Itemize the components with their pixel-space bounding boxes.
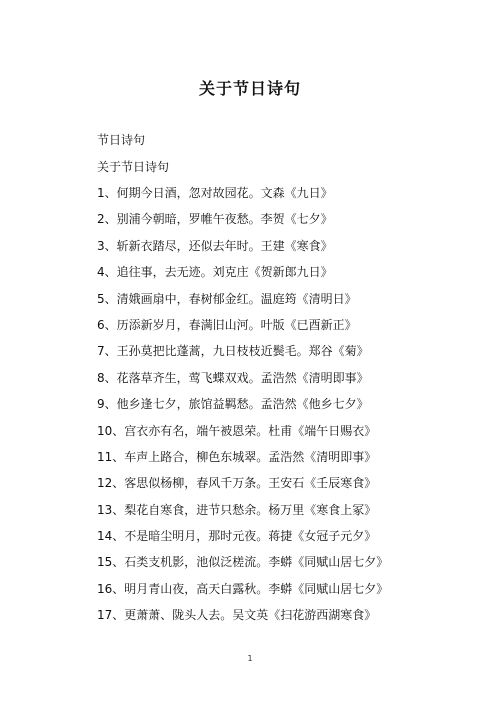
list-item: 9、他乡逢七夕，旅馆益羁愁。孟浩然《他乡七夕》: [97, 397, 369, 412]
poem-list: [97, 184, 388, 633]
list-item: 11、车声上路合，柳色东城翠。孟浩然《清明即事》: [97, 449, 377, 464]
list-item: 10、宫衣亦有名，端午被恩荣。杜甫《端午日赐衣》: [97, 423, 377, 438]
list-item: 17、更萧萧、陇头人去。吴文英《扫花游西湖寒食》: [97, 608, 377, 623]
list-item: 16、明月青山夜，高天白露秋。李蟒《同赋山居七夕》: [97, 581, 389, 596]
list-item: 4、追往事，去无迹。刘克庄《贺新郎九日》: [97, 265, 333, 280]
list-item: 13、梨花自寒食，进节只愁余。杨万里《寒食上冢》: [97, 502, 377, 517]
section-heading: 节日诗句: [97, 133, 146, 147]
list-item: 6、历添新岁月，春满旧山河。叶版《已酉新正》: [97, 317, 357, 332]
subsection-heading: 关于节日诗句: [97, 160, 170, 174]
list-item: 5、清娥画扇中，春树郁金红。温庭筠《清明日》: [97, 291, 357, 306]
list-item: 8、花落草齐生，莺飞蝶双戏。孟浩然《清明即事》: [97, 370, 369, 385]
list-item: 15、石类支机影，池似泛槎流。李蟒《同赋山居七夕》: [97, 555, 389, 570]
list-item: 12、客思似杨柳，春风千万条。王安石《壬辰寒食》: [97, 476, 377, 491]
list-item: 7、王孙莫把比蓬蒿，九日枝枝近鬓毛。郑谷《菊》: [97, 344, 369, 359]
page-title: 关于节日诗句: [198, 79, 301, 98]
page-number: 1: [247, 654, 253, 663]
list-item: 14、不是暗尘明月，那时元夜。蒋捷《女冠子元夕》: [97, 529, 377, 544]
list-item: 1、何期今日酒，忽对故园花。文森《九日》: [97, 186, 333, 200]
list-item: 3、斩新衣踏尽，还似去年时。王建《寒食》: [97, 238, 333, 253]
list-item: 2、别浦今朝暗，罗帷午夜愁。李贺《七夕》: [97, 212, 333, 227]
